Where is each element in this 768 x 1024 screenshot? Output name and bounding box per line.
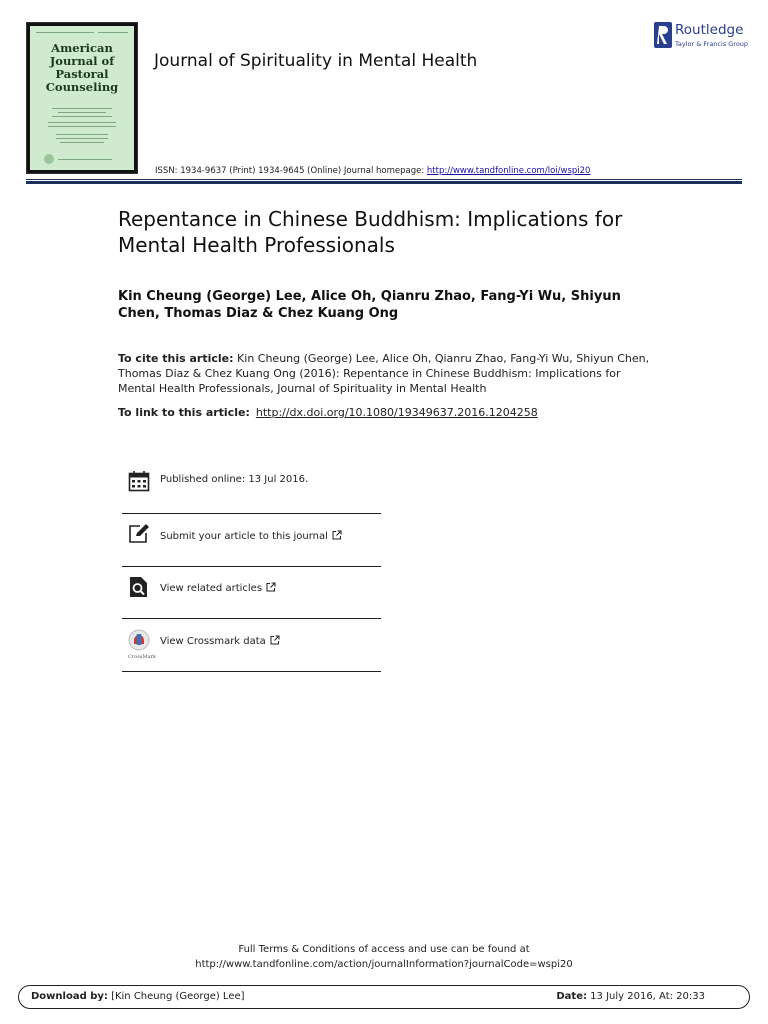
download-by-label: Download by:	[31, 991, 108, 1002]
journal-title: Journal of Spirituality in Mental Health	[154, 51, 478, 71]
related-articles-label: View related articles	[160, 583, 263, 594]
issn-text: ISSN: 1934-9637 (Print) 1934-9645 (Online) Journal homepage:	[155, 166, 427, 176]
link-label: To link to this article:	[118, 406, 250, 419]
published-date: Published online: 13 Jul 2016.	[160, 474, 309, 485]
crossmark-row[interactable]	[122, 620, 381, 672]
external-link-icon	[270, 635, 280, 645]
related-articles-link[interactable]	[160, 582, 276, 594]
issn-line	[155, 166, 590, 176]
publisher-name: Routledge	[675, 22, 744, 38]
journal-cover-art	[30, 26, 134, 170]
published-row	[122, 462, 381, 514]
download-by-value: [Kin Cheung (George) Lee]	[107, 991, 245, 1002]
submit-article-row[interactable]	[122, 515, 381, 567]
document-search-icon	[128, 576, 150, 598]
crossmark-badge	[128, 629, 156, 660]
journal-cover-image	[26, 22, 138, 174]
article-link-line	[118, 406, 538, 419]
calendar-icon	[128, 470, 150, 492]
row-divider	[122, 513, 381, 514]
footer-terms	[0, 942, 768, 972]
terms-url: http://www.tandfonline.com/action/journalInformation?journalCode=wspi20	[195, 959, 573, 970]
download-date-label: Date:	[556, 991, 587, 1002]
doi-link[interactable]: http://dx.doi.org/10.1080/19349637.2016.1204258	[255, 406, 538, 419]
download-info-bar	[18, 985, 750, 1009]
article-authors: Kin Cheung (George) Lee, Alice Oh, Qianru Zhao, Fang-Yi Wu, Shiyun Chen, Thomas Diaz & Chez Kuang Ong	[118, 289, 621, 321]
citation-block	[118, 351, 658, 396]
cite-label: To cite this article:	[118, 352, 234, 365]
publisher-subtitle: Taylor & Francis Group	[675, 40, 749, 48]
routledge-logo-icon	[654, 22, 672, 48]
journal-homepage-link[interactable]: http://www.tandfonline.com/loi/wspi20	[426, 166, 591, 176]
header-divider-thin	[26, 179, 742, 180]
edit-icon	[128, 522, 150, 544]
download-by	[31, 991, 245, 1002]
header-divider	[26, 181, 742, 184]
external-link-icon	[266, 582, 276, 592]
row-divider	[122, 671, 381, 672]
cite-text: Kin Cheung (George) Lee, Alice Oh, Qianru Zhao, Fang-Yi Wu, Shiyun Chen, Thomas Diaz & Chez Kuang Ong (2016): Repentance in Chinese Buddhism: Implications for Mental Health Professionals, Journal of Spirituality in Mental Health	[118, 352, 650, 395]
download-date-value: 13 July 2016, At: 20:33	[586, 991, 705, 1002]
row-divider	[122, 618, 381, 619]
crossmark-caption: CrossMark	[128, 654, 156, 660]
crossmark-label: View Crossmark data	[160, 636, 266, 647]
submit-article-link[interactable]	[160, 530, 342, 542]
article-title: Repentance in Chinese Buddhism: Implications for Mental Health Professionals	[118, 207, 623, 257]
crossmark-link[interactable]	[160, 635, 280, 647]
download-date	[556, 991, 705, 1002]
terms-text: Full Terms & Conditions of access and use can be found at	[238, 944, 530, 955]
crossmark-icon	[128, 629, 150, 651]
external-link-icon	[332, 530, 342, 540]
related-articles-row[interactable]	[122, 567, 381, 619]
cover-title: American Journal of Pastoral Counseling	[45, 41, 119, 94]
submit-article-label: Submit your article to this journal	[160, 531, 328, 542]
